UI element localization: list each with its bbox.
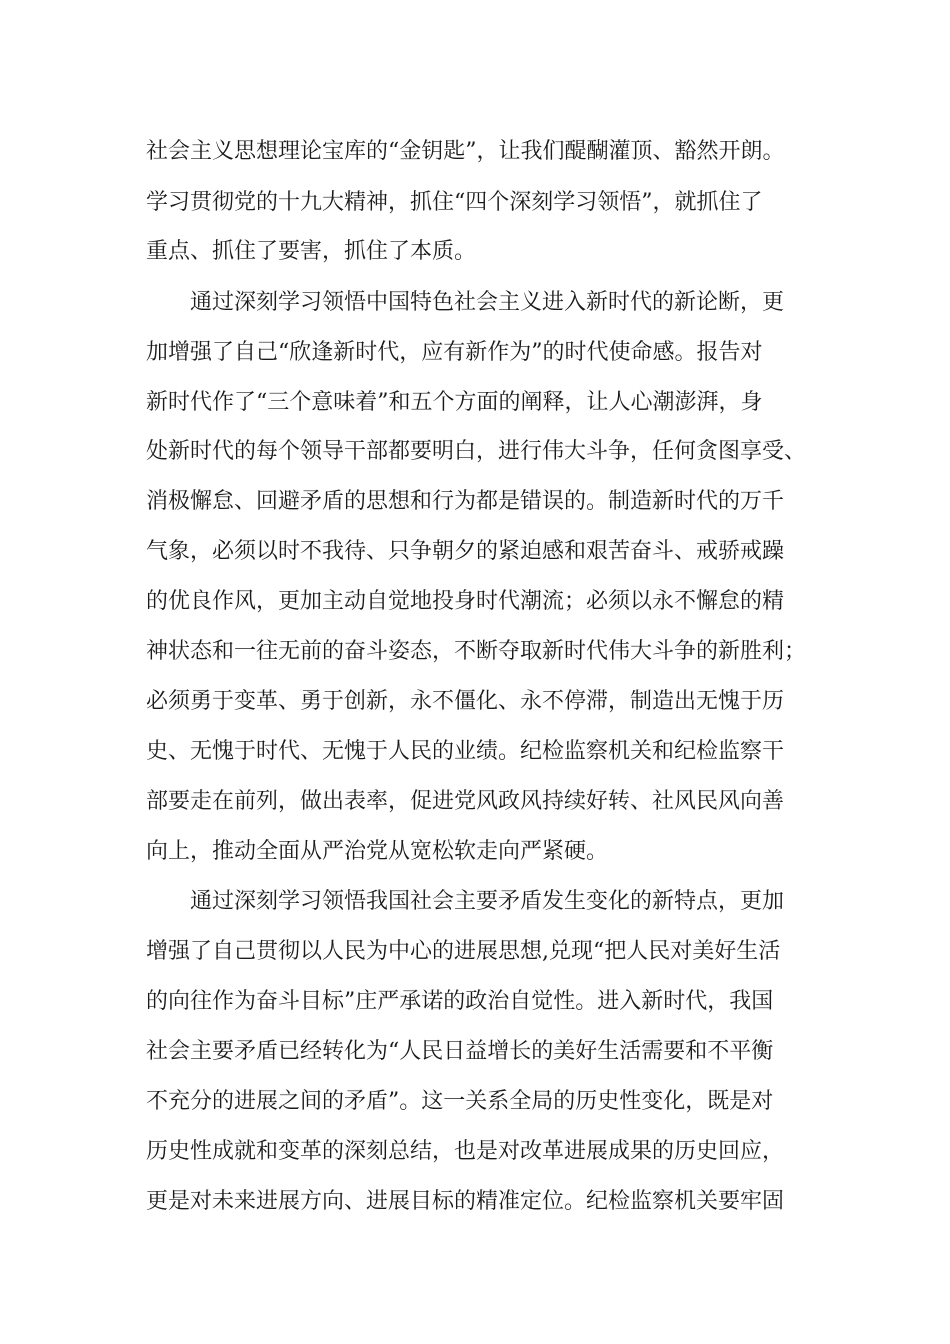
- paragraph-line: 必须勇于变革、勇于创新，永不僵化、永不停滞，制造出无愧于历: [146, 689, 785, 714]
- paragraph-line: 处新时代的每个领导干部都要明白，进行伟大斗争，任何贪图享受、: [146, 439, 807, 464]
- paragraph-line: 学习贯彻党的十九大精神，抓住“四个深刻学习领悟”，就抓住了: [146, 190, 763, 215]
- paragraph-line: 的向往作为奋斗目标”庄严承诺的政治自觉性。进入新时代，我国: [146, 989, 774, 1014]
- paragraph-line: 社会主义思想理论宝库的“金钥匙”，让我们醍醐灌顶、豁然开朗。: [146, 139, 785, 164]
- paragraph-line: 不充分的进展之间的矛盾”。这一关系全局的历史性变化，既是对: [146, 1089, 774, 1114]
- paragraph-line: 神状态和一往无前的奋斗姿态，不断夺取新时代伟大斗争的新胜利；: [146, 639, 807, 664]
- paragraph-line: 重点、抓住了要害，抓住了本质。: [146, 239, 477, 264]
- paragraph-line: 的优良作风，更加主动自觉地投身时代潮流；必须以永不懈怠的精: [146, 589, 785, 614]
- paragraph-line: 增强了自己贯彻以人民为中心的进展思想,兑现“把人民对美好生活: [146, 939, 781, 964]
- paragraph-line: 史、无愧于时代、无愧于人民的业绩。纪检监察机关和纪检监察干: [146, 739, 785, 764]
- paragraph-first-line: 通过深刻学习领悟中国特色社会主义进入新时代的新论断，更: [190, 290, 785, 315]
- paragraph-line: 部要走在前列，做出表率，促进党风政风持续好转、社风民风向善: [146, 789, 785, 814]
- paragraph-line: 历史性成就和变革的深刻总结，也是对改革进展成果的历史回应，: [146, 1139, 785, 1164]
- paragraph-first-line: 通过深刻学习领悟我国社会主要矛盾发生变化的新特点，更加: [190, 889, 785, 914]
- paragraph-line: 社会主要矛盾已经转化为“人民日益增长的美好生活需要和不平衡: [146, 1039, 774, 1064]
- paragraph-line: 加增强了自己“欣逢新时代，应有新作为”的时代使命感。报告对: [146, 340, 763, 365]
- paragraph-line: 新时代作了“三个意味着”和五个方面的阐释，让人心潮澎湃，身: [146, 390, 763, 415]
- paragraph-line: 更是对未来进展方向、进展目标的精准定位。纪检监察机关要牢固: [146, 1189, 785, 1214]
- paragraph-line: 向上，推动全面从严治党从宽松软走向严紧硬。: [146, 839, 609, 864]
- paragraph-line: 消极懈怠、回避矛盾的思想和行为都是错误的。制造新时代的万千: [146, 489, 785, 514]
- paragraph-line: 气象，必须以时不我待、只争朝夕的紧迫感和艰苦奋斗、戒骄戒躁: [146, 539, 785, 564]
